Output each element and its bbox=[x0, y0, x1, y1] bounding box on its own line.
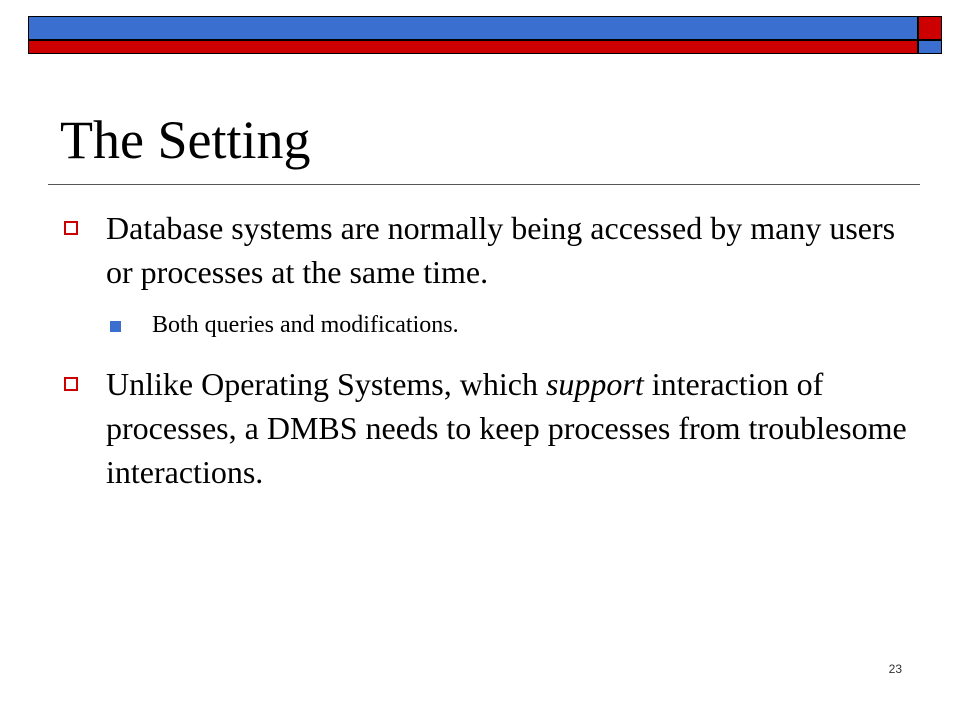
bullet-item bbox=[62, 362, 912, 494]
square-bullet-icon bbox=[64, 377, 78, 391]
sub-bullet-item bbox=[62, 308, 912, 342]
filled-square-bullet-icon bbox=[110, 321, 121, 332]
bullet-text-emphasis: support bbox=[545, 366, 644, 402]
bullet-list bbox=[62, 206, 912, 508]
slide-title: The Setting bbox=[60, 110, 311, 170]
bullet-text-post: interaction of processes, a DMBS needs to keep processes from troublesome interactions. bbox=[106, 366, 907, 490]
bullet-item bbox=[62, 206, 912, 294]
header-square-red bbox=[918, 16, 942, 40]
header-square-blue bbox=[918, 40, 942, 54]
header-bar-red bbox=[28, 40, 918, 54]
sub-bullet-text: Both queries and modifications. bbox=[152, 312, 459, 338]
page-number: 23 bbox=[888, 662, 902, 676]
bullet-text: Database systems are normally being accessed by many users or processes at the same time. bbox=[106, 210, 896, 290]
title-divider bbox=[48, 184, 920, 185]
square-bullet-icon bbox=[64, 221, 78, 235]
header-bar-blue bbox=[28, 16, 918, 40]
bullet-text-pre: Unlike Operating Systems, which bbox=[106, 366, 546, 402]
